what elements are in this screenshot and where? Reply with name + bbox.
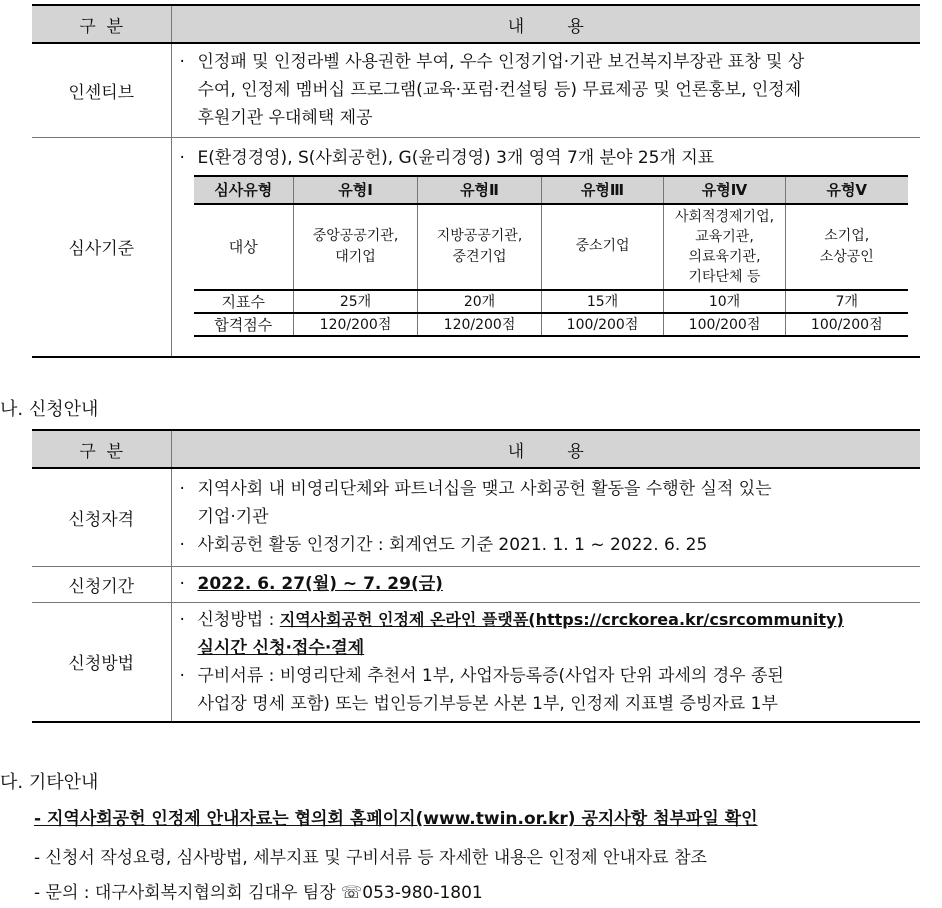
count-label: 지표수 (194, 290, 294, 313)
criteria-header: 유형Ⅱ (418, 176, 542, 204)
table-row (32, 43, 920, 137)
header-category: 구 분 (32, 430, 171, 468)
criteria-summary: · E(환경경영), S(사회공헌), G(윤리경영) 3개 영역 7개 분야 25개 지표 (172, 144, 921, 172)
criteria-header: 유형Ⅲ (542, 176, 664, 204)
bullet: · (179, 52, 185, 73)
target-cell: 중소기업 (542, 204, 664, 290)
row-label-eligibility: 신청자격 (32, 468, 171, 566)
header-content: 내 용 (171, 5, 920, 43)
note-guide-material: - 지역사회공헌 인정제 안내자료는 협의회 홈페이지(www.twin.or.kr) 공지사항 첨부파일 확인 (34, 809, 758, 829)
table-row (32, 602, 920, 722)
pass-cell: 120/200점 (294, 313, 418, 336)
bullet: · (179, 609, 185, 630)
section-title-application: 나. 신청안내 (0, 399, 99, 420)
note-writing-guide: - 신청서 작성요령, 심사방법, 세부지표 및 구비서류 등 자세한 내용은 인정제 안내자료 참조 (34, 848, 707, 868)
count-cell: 15개 (542, 290, 664, 313)
section-title-other: 다. 기타안내 (0, 772, 99, 793)
target-label: 대상 (194, 204, 294, 290)
bullet: · (179, 479, 185, 500)
criteria-header: 유형Ⅳ (664, 176, 786, 204)
incentive-text: · 인정패 및 인정라벨 사용권한 부여, 우수 인정기업·기관 보건복지부장관 표창 및 상 수여, 인정제 멤버십 프로그램(교육·포럼·컨설팅 등) 무료제공 및 언론홍보, 인정제 후원기관 우대혜택 제공 (172, 48, 921, 132)
table-header (32, 5, 920, 43)
criteria-header: 유형Ⅰ (294, 176, 418, 204)
pass-cell: 120/200점 (418, 313, 542, 336)
required-documents: · 구비서류 : 비영리단체 추천서 1부, 사업자등록증(사업자 단위 과세의 경우 종된 사업장 명세 포함) 또는 법인등기부등본 사본 1부, 인정제 지표별 증빙자료 1부 (172, 662, 921, 718)
criteria-target-row (194, 204, 908, 290)
criteria-header: 심사유형 (194, 176, 294, 204)
table-row (32, 566, 920, 602)
online-platform-link[interactable]: 지역사회공헌 인정제 온라인 플랫폼(https://crckorea.kr/csrcommunity) (279, 609, 844, 629)
count-cell: 7개 (786, 290, 908, 313)
bullet: · (179, 535, 185, 556)
criteria-count-row (194, 290, 908, 313)
target-cell: 사회적경제기업, 교육기관, 의료육기관, 기타단체 등 (664, 204, 786, 290)
criteria-type-table (194, 175, 908, 337)
target-cell: 중앙공공기관, 대기업 (294, 204, 418, 290)
pass-cell: 100/200점 (786, 313, 908, 336)
pass-cell: 100/200점 (664, 313, 786, 336)
count-cell: 10개 (664, 290, 786, 313)
application-guide-table (32, 429, 920, 723)
criteria-header: 유형Ⅴ (786, 176, 908, 204)
header-content: 내 용 (171, 430, 920, 468)
row-label-incentive: 인센티브 (32, 43, 171, 137)
target-cell: 소기업, 소상공인 (786, 204, 908, 290)
header-category: 구 분 (32, 5, 171, 43)
bullet: · (179, 574, 185, 594)
table-header (32, 430, 920, 468)
criteria-pass-row (194, 313, 908, 336)
criteria-header-row (194, 176, 908, 204)
count-cell: 20개 (418, 290, 542, 313)
count-cell: 25개 (294, 290, 418, 313)
table-row (32, 137, 920, 357)
target-cell: 지방공공기관, 중견기업 (418, 204, 542, 290)
eligibility-text: · 지역사회 내 비영리단체와 파트너십을 맺고 사회공헌 활동을 수행한 실적 있는 기업·기관 (172, 475, 921, 531)
application-method: · 신청방법 : 지역사회공헌 인정제 온라인 플랫폼(https://crckorea.kr/csrcommunity) 실시간 신청·접수·결제 (172, 606, 921, 662)
application-period: · 2022. 6. 27(월) ~ 7. 29(금) (172, 570, 921, 598)
recognition-period-text: · 사회공헌 활동 인정기간 : 회계연도 기준 2021. 1. 1 ~ 2022. 6. 25 (172, 531, 921, 559)
pass-cell: 100/200점 (542, 313, 664, 336)
bullet: · (179, 147, 185, 168)
pass-label: 합격점수 (194, 313, 294, 336)
table-row (32, 468, 920, 566)
incentive-criteria-table (32, 4, 920, 358)
row-label-method: 신청방법 (32, 602, 171, 722)
row-label-criteria: 심사기준 (32, 137, 171, 357)
note-contact: - 문의 : 대구사회복지협의회 김대우 팀장 ☏053-980-1801 (34, 883, 483, 903)
row-label-period: 신청기간 (32, 566, 171, 602)
bullet: · (179, 665, 185, 686)
